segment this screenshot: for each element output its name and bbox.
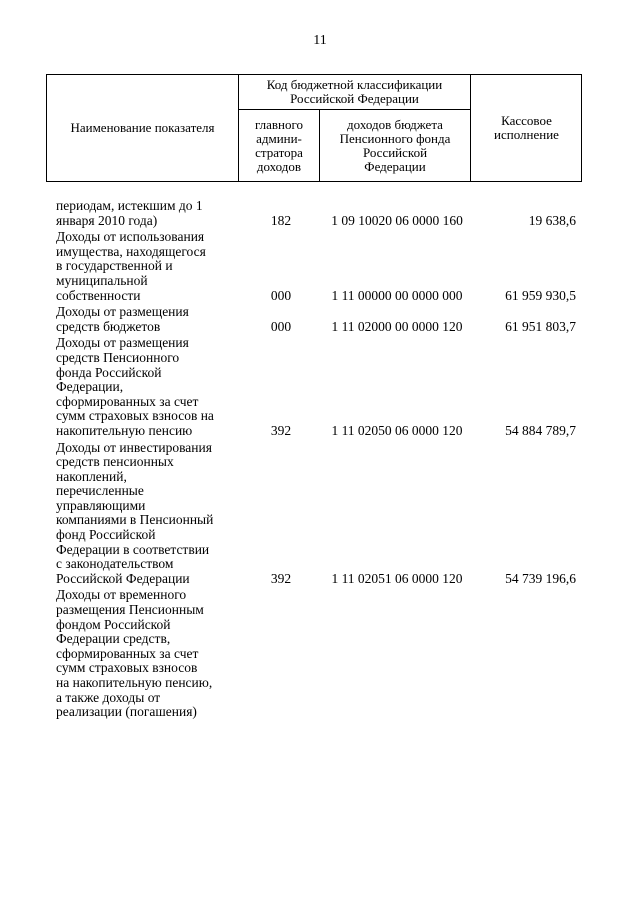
table-body <box>56 199 582 722</box>
row-income-code: 1 11 02051 06 0000 120 <box>331 570 463 586</box>
row-name: Доходы от размещения средств Пенсионного фонда Российской Федерации, сформированных за счет сумм страховых взносов на накопительную пенсию <box>56 335 214 438</box>
row-name: Доходы от временного размещения Пенсионным фондом Российской Федерации средств, сформированных за счет сумм страховых взносов на накопительную пенсию, а также доходы от реализации (погашения) <box>56 587 213 720</box>
row-admin-code: 182 <box>270 212 292 228</box>
header-pension-fund-income: доходов бюджета Пенсионного фонда Российской Федерации <box>339 116 451 174</box>
header-indicator-name: Наименование показателя <box>47 75 239 181</box>
row-income-code: 1 09 10020 06 0000 160 <box>331 212 463 228</box>
table-row <box>56 230 582 303</box>
header-chief-administrator: главного админи- стратора доходов <box>239 110 320 181</box>
row-amount: 61 959 930,5 <box>505 287 576 303</box>
row-income-code: 1 11 02050 06 0000 120 <box>331 422 463 438</box>
page-number: 11 <box>313 33 327 48</box>
row-name: периодам, истекшим до 1 января 2010 года) <box>56 198 203 228</box>
header-cash-execution: Кассовое исполнение <box>470 75 582 181</box>
row-income-code: 1 11 02000 00 0000 120 <box>331 318 463 334</box>
row-admin-code: 392 <box>270 422 292 438</box>
table-row <box>56 441 582 587</box>
table-row <box>56 588 582 719</box>
header-classification-code: Код бюджетной классификации Российской Федерации <box>239 75 470 110</box>
row-amount: 54 739 196,6 <box>505 570 576 586</box>
row-amount: 54 884 789,7 <box>505 422 576 438</box>
row-name: Доходы от инвестирования средств пенсионных накоплений, перечисленные управляющими компаниями в Пенсионный фонд Российской Федерации в соответствии с законодательством Российской Федерации <box>56 439 214 586</box>
table-row <box>56 305 582 334</box>
table-row <box>56 199 582 228</box>
row-amount: 61 951 803,7 <box>505 318 576 334</box>
row-name: Доходы от размещения средств бюджетов <box>56 304 189 334</box>
row-amount: 19 638,6 <box>528 212 576 228</box>
row-admin-code: 392 <box>270 570 292 586</box>
row-admin-code: 000 <box>270 318 292 334</box>
row-income-code: 1 11 00000 00 0000 000 <box>331 287 463 303</box>
row-name: Доходы от использования имущества, находящегося в государственной и муниципальной собственности <box>56 229 206 303</box>
row-admin-code: 000 <box>270 287 292 303</box>
table-row <box>56 336 582 438</box>
table-header <box>46 74 582 182</box>
